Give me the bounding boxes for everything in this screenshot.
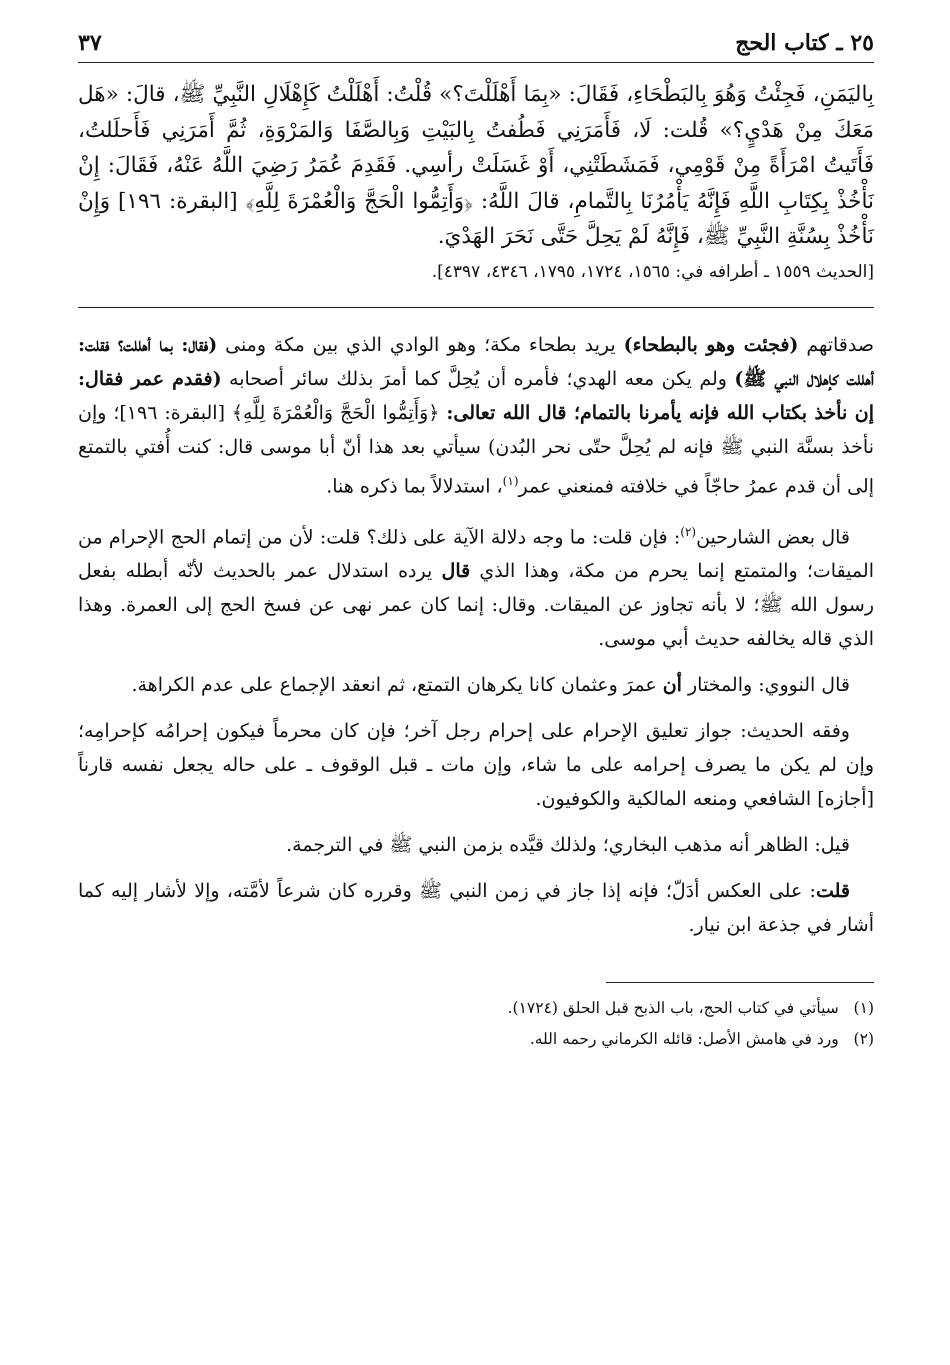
commentary-block <box>78 328 874 943</box>
footnote-marker[interactable]: (٢) <box>680 524 697 539</box>
quoted-phrase: قلت <box>815 880 850 903</box>
commentary-paragraph-4: وفقه الحديث: جواز تعليق الإحرام على إحرام رجل آخر؛ فإن كان محرماً فيكون إحرامُه كإحرامِه؛ وإن لم يكن ما يصرف إحرامه على ما شاء، وإن مات ـ قبل الوقوف ـ على حاله يجعل نفسه قارناً [أجازه] الشافعي ومنعه المالكية والكوفيون. <box>78 720 874 811</box>
text-run: يريد بطحاء مكة؛ وهو الوادي الذي بين مكة ومنى <box>217 333 624 356</box>
text-run: صدقاتهم <box>798 333 874 356</box>
commentary-paragraph-1 <box>78 328 874 503</box>
footnote-divider <box>606 982 874 983</box>
commentary-paragraph-6 <box>78 874 874 942</box>
hadith-text-block <box>78 77 874 287</box>
page-number: ٣٧ <box>78 30 102 56</box>
text-run: قال النووي: والمختار <box>681 674 850 697</box>
footnote-1 <box>78 993 874 1024</box>
quoted-phrase: (فجئت وهو بالبطحاء) <box>623 333 799 356</box>
quoted-phrase: قال <box>441 560 471 583</box>
hadith-text: بِاليَمَنِ، فَجِئْتُ وَهُوَ بِالبَطْحَاءِ، فَقَالَ: «بِمَا أَهْلَلْتَ؟» قُلْتُ: أَهْلَلْتُ كَإِهْلَالِ النَّبِيِّ ﷺ، قالَ: «هَل مَعَكَ مِنْ هَدْيٍ؟» قُلت: لَا، فَأَمَرَنِي فَطُفتُ بِالبَيْتِ وَبِالصَّفَا وَالمَرْوَةِ، ثُمَّ أَمَرَنِي فَأَحلَلتُ، فَأَتَيتُ امْرَأَةً مِنْ قَوْمِي، فَمَشَطَتْنِي، أَوْ غَسَلَتْ رأسِي. فَقَدِمَ عُمَرُ رَضِيَ اللَّهُ عَنْهُ، فَقَالَ: إِنْ نَأْخُذْ بِكِتَابِ اللَّهِ فَإِنَّهُ يَأْمُرُنَا بِالتَّمامِ، قالَ اللَّهُ: ﴿وَأَتِمُّوا الْحَجَّ وَالْعُمْرَةَ لِلَّهِ﴾ [البقرة: ١٩٦] وَإِنْ نَأْخُذْ بِسُنَّةِ النَّبِيِّ ﷺ، فَإِنَّهُ لَمْ يَحِلَّ حَتَّى نَحَرَ الهَدْيَ. <box>78 82 874 249</box>
footnote-text: سيأتي في كتاب الحج، باب الذبح قبل الحلق (١٧٢٤). <box>507 999 839 1018</box>
text-run: : على العكس أدَلّ؛ فإنه إذا جاز في زمن النبي ﷺ وقرره كان شرعاً لأمَّته، وإلا لأشار إليه كما أشار في جذعة ابن نيار. <box>78 880 874 937</box>
commentary-paragraph-2 <box>78 515 874 656</box>
hadith-reference: [الحديث ١٥٥٩ ـ أطرافه في: ١٥٦٥، ١٧٢٤، ١٧٩٥، ٤٣٤٦، ٤٣٩٧]. <box>431 261 874 282</box>
commentary-paragraph-5: قيل: الظاهر أنه مذهب البخاري؛ ولذلك قيَّده بزمن النبي ﷺ في الترجمة. <box>286 834 850 857</box>
commentary-paragraph-3 <box>78 668 874 702</box>
quoted-phrase: أن <box>662 674 682 697</box>
quoted-phrase: (فقدم عمر فقال: إن نأخذ بكتاب الله فإنه يأمرنا بالتمام؛ قال الله تعالى: <box>78 367 874 424</box>
section-divider <box>78 307 874 308</box>
footnote-number: (١) <box>853 999 874 1018</box>
quoted-phrase: (فقال: بما أهللت؟ فقلت: أهللت كإهلال النبي ﷺ) <box>78 333 874 390</box>
text-run: ولم يكن معه الهدي؛ فأمره أن يُحِلَّ كما أمرَ بذلك سائر أصحابه <box>221 367 735 390</box>
footnote-number: (٢) <box>853 1030 874 1049</box>
footnote-2 <box>78 1024 874 1055</box>
text-run: قال بعض الشارحين <box>696 526 850 549</box>
text-run: يرده استدلال عمر بالحديث لأنّه أبطله بفعل رسول الله ﷺ؛ لا بأنه تجاوز عن الميقات. وقال: إنما كان عمر نهى عن فسخ الحج إلى العمرة. وهذا الذي قاله يخالفه حديث أبي موسى. <box>78 560 874 651</box>
text-run: ، استدلالاً بما ذكره هنا. <box>326 474 503 497</box>
chapter-title: ٢٥ ـ كتاب الحج <box>735 30 874 56</box>
footnote-marker[interactable]: (١) <box>502 473 519 488</box>
text-run: عمرَ وعثمان كانا يكرهان التمتع، ثم انعقد الإجماع على عدم الكراهة. <box>131 674 663 697</box>
header-rule <box>78 62 874 63</box>
footnote-text: ورد في هامش الأصل: قائله الكرماني رحمه الله. <box>529 1030 839 1049</box>
text-run: : فإن قلت: ما وجه دلالة الآية على ذلك؟ قلت: لأن من إتمام الحج الإحرام من الميقات؛ والمتمتع إنما يحرم من مكة، وهذا الذي <box>78 526 874 583</box>
text-run: ﴿وَأَتِمُّوا الْحَجَّ وَالْعُمْرَةَ لِلَّهِ﴾ [البقرة: ١٩٦]؛ وإن نأخذ بسنَّة النبي ﷺ فإنه لم يُحِلَّ حتّى نحر البُدن) سيأتي بعد هذا أنّ أبا موسى قال: كنت أُفتي بالتمتع إلى أن قدم عمرُ حاجّاً في خلافته فمنعني عمر <box>78 401 874 497</box>
footnotes <box>78 993 874 1055</box>
running-header <box>78 18 874 56</box>
